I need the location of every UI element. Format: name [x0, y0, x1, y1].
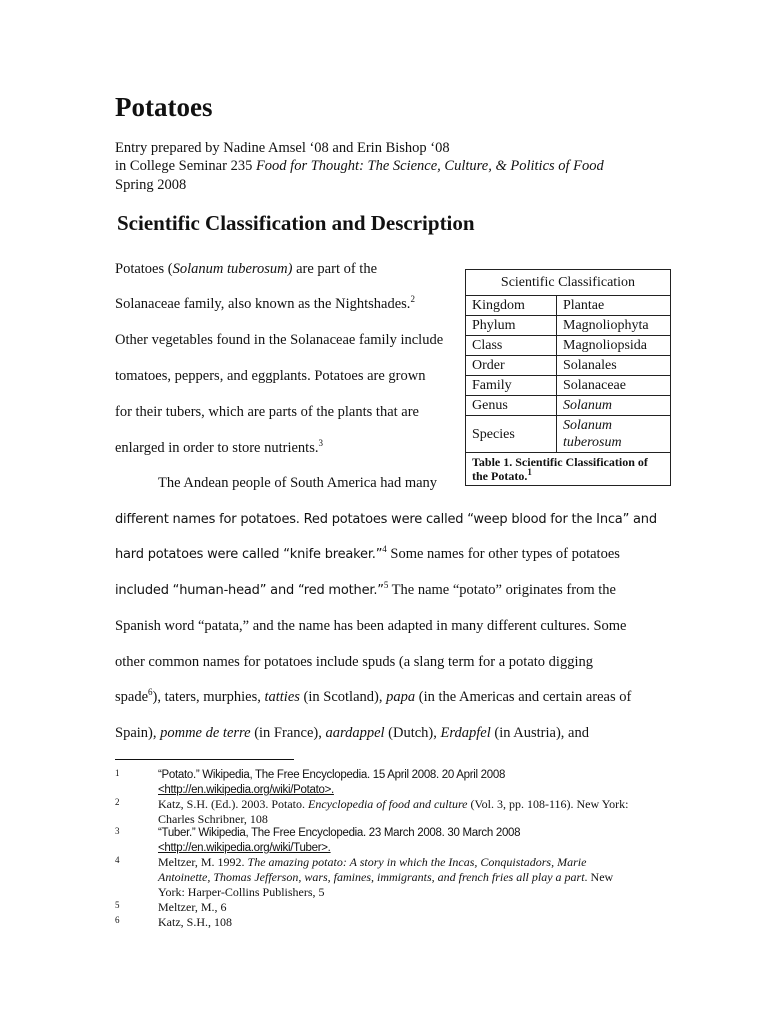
table-row — [466, 316, 671, 336]
table-header-row — [466, 270, 671, 296]
classification-table — [465, 269, 671, 486]
footnote-ref-2[interactable]: 2 — [410, 294, 415, 305]
body-line-1: Potatoes (Solanum tuberosum) are part of the — [115, 261, 378, 277]
footnote-divider — [115, 759, 294, 760]
table-key: Class — [466, 336, 557, 356]
table-caption-row — [466, 453, 671, 486]
footnote-ref-6[interactable]: 6 — [148, 687, 153, 698]
table-key: Genus — [466, 396, 557, 416]
footnote-number: 4 — [115, 855, 120, 865]
table-key: Order — [466, 356, 557, 376]
body-line-6: enlarged in order to store nutrients.$^3$ — [115, 438, 323, 456]
table-row — [466, 296, 671, 316]
page-title: Potatoes — [115, 92, 213, 122]
body-line-14: Spain), pomme de terre (in France), aardappel (Dutch), Erdapfel (in Austria), and — [115, 725, 589, 741]
footnote-4-line-1: Meltzer, M. 1992. The amazing potato: A story in which the Incas, Conquistadors, Marie — [158, 855, 587, 869]
table-key: Family — [466, 376, 557, 396]
table-row — [466, 356, 671, 376]
table-caption: Table 1. Scientific Classification of the Potato.$^1$ — [466, 453, 671, 486]
body-line-2: Solanaceae family, also known as the Nightshades.$^2$ — [115, 294, 415, 312]
body-line-3: Other vegetables found in the Solanaceae family include — [115, 332, 444, 348]
body-line-7: The Andean people of South America had many — [158, 475, 438, 491]
course-line — [115, 157, 604, 175]
body-line-13: spade$^6$), taters, murphies, tatties (in Scotland), papa (in the Americas and certain areas of — [115, 687, 632, 705]
footnote-number: 6 — [115, 915, 120, 925]
footnote-ref-3[interactable]: 3 — [318, 438, 323, 449]
body-line-10: included “human-head” and “red mother.”$^5$ The name “potato” originates from the — [115, 580, 616, 598]
footnote-2-line-1: Katz, S.H. (Ed.). 2003. Potato. Encyclopedia of food and culture (Vol. 3, pp. 108-116). New York: — [158, 797, 629, 811]
author-line: Entry prepared by Nadine Amsel ‘08 and Erin Bishop ‘08 — [115, 140, 450, 156]
table-value: Magnoliopsida — [557, 336, 671, 356]
table-value: Solanum — [557, 396, 671, 416]
footnote-1-line-1: “Potato.” Wikipedia, The Free Encyclopedia. 15 April 2008. 20 April 2008 — [158, 769, 506, 781]
body-line-11: Spanish word “patata,” and the name has been adapted in many different cultures. Some — [115, 618, 627, 634]
footnote-3-line-1: “Tuber.” Wikipedia, The Free Encyclopedia. 23 March 2008. 30 March 2008 — [158, 827, 521, 839]
term-line: Spring 2008 — [115, 177, 187, 193]
footnote-ref-1[interactable]: 1 — [527, 467, 532, 477]
table-row — [466, 376, 671, 396]
footnote-ref-5[interactable]: 5 — [383, 580, 389, 591]
table-value: Solanum tuberosum — [557, 416, 671, 453]
table-value: Magnoliophyta — [557, 316, 671, 336]
course-title: Food for Thought: The Science, Culture, & Politics of Food — [255, 158, 604, 174]
body-line-4: tomatoes, peppers, and eggplants. Potatoes are grown — [115, 368, 426, 384]
section-heading: Scientific Classification and Description — [117, 211, 475, 235]
table-row — [466, 416, 671, 453]
body-line-9: hard potatoes were called “knife breaker.”$^4$ Some names for other types of potatoes — [115, 544, 620, 562]
footnote-4-line-3: York: Harper-Collins Publishers, 5 — [158, 885, 325, 899]
course-prefix: in College Seminar 235 — [115, 158, 256, 174]
table-key: Phylum — [466, 316, 557, 336]
table-value: Plantae — [557, 296, 671, 316]
footnote-1-link[interactable]: <http://en.wikipedia.org/wiki/Potato>. — [158, 784, 334, 796]
table-row — [466, 396, 671, 416]
table-row — [466, 336, 671, 356]
body-line-5: for their tubers, which are parts of the plants that are — [115, 404, 419, 420]
table-value: Solanaceae — [557, 376, 671, 396]
table-key: Kingdom — [466, 296, 557, 316]
footnote-number: 3 — [115, 826, 120, 836]
footnote-number: 1 — [115, 768, 120, 778]
footnote-2-line-2: Charles Schribner, 108 — [158, 812, 268, 826]
footnote-ref-4[interactable]: 4 — [382, 544, 387, 555]
table-key: Species — [466, 416, 557, 453]
footnote-number: 2 — [115, 797, 120, 807]
footnote-3-link[interactable]: <http://en.wikipedia.org/wiki/Tuber>. — [158, 842, 331, 854]
footnote-5-line-1: Meltzer, M., 6 — [158, 900, 227, 914]
table-header: Scientific Classification — [466, 270, 671, 296]
body-line-8: different names for potatoes. Red potatoes were called “weep blood for the Inca” and — [115, 512, 657, 527]
table-value: Solanales — [557, 356, 671, 376]
footnote-6-line-1: Katz, S.H., 108 — [158, 915, 232, 929]
footnote-4-line-2: Antoinette, Thomas Jefferson, wars, famines, immigrants, and french fries all play a part. New — [158, 870, 614, 884]
body-line-12: other common names for potatoes include spuds (a slang term for a potato digging — [115, 654, 593, 670]
footnote-number: 5 — [115, 900, 120, 910]
